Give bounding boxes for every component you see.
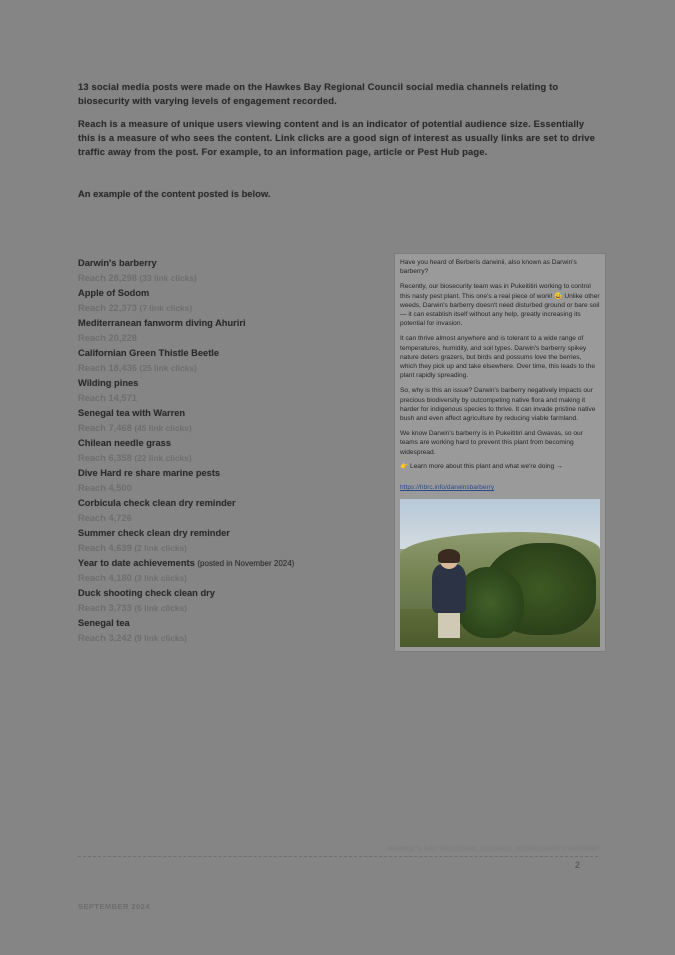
post-title-text: Senegal tea bbox=[78, 618, 130, 628]
post-title bbox=[78, 346, 378, 361]
footer-divider bbox=[78, 856, 598, 857]
post-click-count: (45 link clicks) bbox=[134, 423, 192, 433]
post-title-text: Wilding pines bbox=[78, 378, 139, 388]
post-title-text: Summer check clean dry reminder bbox=[78, 528, 230, 538]
post-title bbox=[78, 316, 378, 331]
post-reach bbox=[78, 331, 378, 346]
post-reach-value: Reach 4,639 bbox=[78, 543, 132, 553]
photo-person-hair bbox=[438, 549, 460, 562]
post-title-text: Californian Green Thistle Beetle bbox=[78, 348, 220, 358]
post-click-count: (6 link clicks) bbox=[134, 603, 187, 613]
post-reach-value: Reach 4,500 bbox=[78, 483, 132, 493]
posts-list bbox=[78, 253, 378, 646]
post-title bbox=[78, 466, 378, 481]
post-reach-value: Reach 6,358 bbox=[78, 453, 132, 463]
post-title-text: Mediterranean fanworm diving Ahuriri bbox=[78, 318, 246, 328]
list-item bbox=[78, 556, 378, 586]
post-title-text: Apple of Sodom bbox=[78, 288, 150, 298]
post-title bbox=[78, 556, 378, 571]
post-photo bbox=[400, 499, 600, 647]
post-click-count: (3 link clicks) bbox=[134, 573, 187, 583]
post-body-paragraph-5: We know Darwin's barberry is in Pukeititiri and Gwavas, so our teams are working hard to prevent this plant from becoming widespread. bbox=[400, 430, 583, 456]
list-item bbox=[78, 376, 378, 406]
post-title bbox=[78, 286, 378, 301]
post-reach bbox=[78, 601, 378, 616]
post-title bbox=[78, 586, 378, 601]
post-reach bbox=[78, 271, 378, 286]
footer-note: HAWKE'S BAY REGIONAL COUNCIL BIOSECURITY REPORT bbox=[387, 846, 600, 853]
example-intro-line: An example of the content posted is below. bbox=[78, 188, 271, 199]
post-reach bbox=[78, 391, 378, 406]
photo-person-legs bbox=[438, 609, 460, 639]
list-item bbox=[78, 436, 378, 466]
post-body-paragraph-2: Recently, our biosecurity team was in Pukeititiri working to control this nasty pest plant. This one's a real piece of work! 😅 Unlike other weeds, Darwin's barberry doesn't need disturbed ground or bare soil — it can establish itself without any help, greatly increasing its potential for invasion. bbox=[400, 283, 600, 328]
post-title bbox=[78, 616, 378, 631]
post-reach-value: Reach 4,726 bbox=[78, 513, 132, 523]
photo-person-body bbox=[432, 564, 466, 613]
post-click-count: (25 link clicks) bbox=[139, 363, 197, 373]
post-title-text: Dive Hard re share marine pests bbox=[78, 468, 221, 478]
post-link-url[interactable]: https://hbrc.info/darwinsbarberry bbox=[400, 484, 495, 492]
page-number: 2 bbox=[575, 860, 581, 870]
post-reach-value: Reach 18,436 bbox=[78, 363, 137, 373]
post-title bbox=[78, 406, 378, 421]
post-reach-value: Reach 4,180 bbox=[78, 573, 132, 583]
list-item bbox=[78, 256, 378, 286]
post-title-text: Duck shooting check clean dry bbox=[78, 588, 215, 598]
post-title-text: Senegal tea with Warren bbox=[78, 408, 186, 418]
paragraph-spacer bbox=[78, 168, 598, 187]
post-reach bbox=[78, 301, 378, 316]
post-title-text: Year to date achievements bbox=[78, 558, 195, 568]
intro-paragraph-2: Reach is a measure of unique users viewing content and is an indicator of potential audience size. Essentially this is a measure of who sees the content. Link clicks are a good sign of interest as usually links are set to drive traffic away from the post. For example, to an information page, article or Pest Hub page. bbox=[78, 118, 596, 157]
list-item bbox=[78, 406, 378, 436]
list-item bbox=[78, 526, 378, 556]
post-click-count: (7 link clicks) bbox=[139, 303, 193, 313]
post-click-count: (33 link clicks) bbox=[139, 273, 197, 283]
intro-paragraph-1: 13 social media posts were made on the Hawkes Bay Regional Council social media channels relating to biosecurity with varying levels of engagement recorded. bbox=[78, 81, 559, 106]
posts-and-example-section bbox=[78, 253, 675, 652]
post-click-count: (2 link clicks) bbox=[134, 543, 187, 553]
post-title bbox=[78, 376, 378, 391]
post-reach-value: Reach 3,733 bbox=[78, 603, 132, 613]
list-item bbox=[78, 316, 378, 346]
post-reach-value: Reach 20,228 bbox=[78, 333, 137, 343]
post-body-paragraph-3: It can thrive almost anywhere and is tolerant to a wide range of temperatures, humidity, and soil types. Darwin's barberry spikey nature deters grazers, but birds and possums love the berries, which they pick up and take elsewhere. Over time, this leads to the plant rapidly spreading. bbox=[400, 335, 595, 380]
post-reach bbox=[78, 631, 378, 646]
post-reach bbox=[78, 571, 378, 586]
list-item bbox=[78, 466, 378, 496]
post-title bbox=[78, 256, 378, 271]
post-reach bbox=[78, 451, 378, 466]
post-reach bbox=[78, 541, 378, 556]
post-link-intro: 👉 Learn more about this plant and what we're doing → bbox=[400, 462, 563, 470]
post-reach bbox=[78, 421, 378, 436]
post-title-note: (posted in November 2024) bbox=[197, 559, 295, 568]
post-reach-value: Reach 14,571 bbox=[78, 393, 137, 403]
example-social-post-card bbox=[394, 253, 606, 652]
list-item bbox=[78, 346, 378, 376]
footer-date: SEPTEMBER 2024 bbox=[78, 902, 150, 911]
post-title bbox=[78, 436, 378, 451]
list-item bbox=[78, 616, 378, 646]
list-item bbox=[78, 496, 378, 526]
post-body-paragraph-4: So, why is this an issue? Darwin's barberry negatively impacts our precious biodiversity by outcompeting native flora and making it harder for indigenous species to thrive. It can invade pristine native bush and even affect agriculture by reducing viable farmland. bbox=[400, 387, 596, 423]
post-reach bbox=[78, 361, 378, 376]
list-item bbox=[78, 286, 378, 316]
post-reach-value: Reach 28,298 bbox=[78, 273, 137, 283]
post-reach-value: Reach 3,242 bbox=[78, 633, 132, 643]
post-title bbox=[78, 496, 378, 511]
post-title-text: Chilean needle grass bbox=[78, 438, 172, 448]
list-item bbox=[78, 586, 378, 616]
post-title bbox=[78, 526, 378, 541]
post-reach-value: Reach 7,468 bbox=[78, 423, 132, 433]
post-reach bbox=[78, 481, 378, 496]
post-click-count: (9 link clicks) bbox=[134, 633, 187, 643]
post-click-count: (22 link clicks) bbox=[134, 453, 192, 463]
post-reach bbox=[78, 511, 378, 526]
post-body-paragraph-1: Have you heard of Berberis darwinii, also known as Darwin's barberry? bbox=[400, 259, 577, 276]
post-reach-value: Reach 22,373 bbox=[78, 303, 137, 313]
photo-barberry-bush-secondary bbox=[456, 567, 524, 638]
intro-section bbox=[78, 80, 598, 201]
post-title-text: Corbicula check clean dry reminder bbox=[78, 498, 236, 508]
post-title-text: Darwin's barberry bbox=[78, 258, 157, 268]
